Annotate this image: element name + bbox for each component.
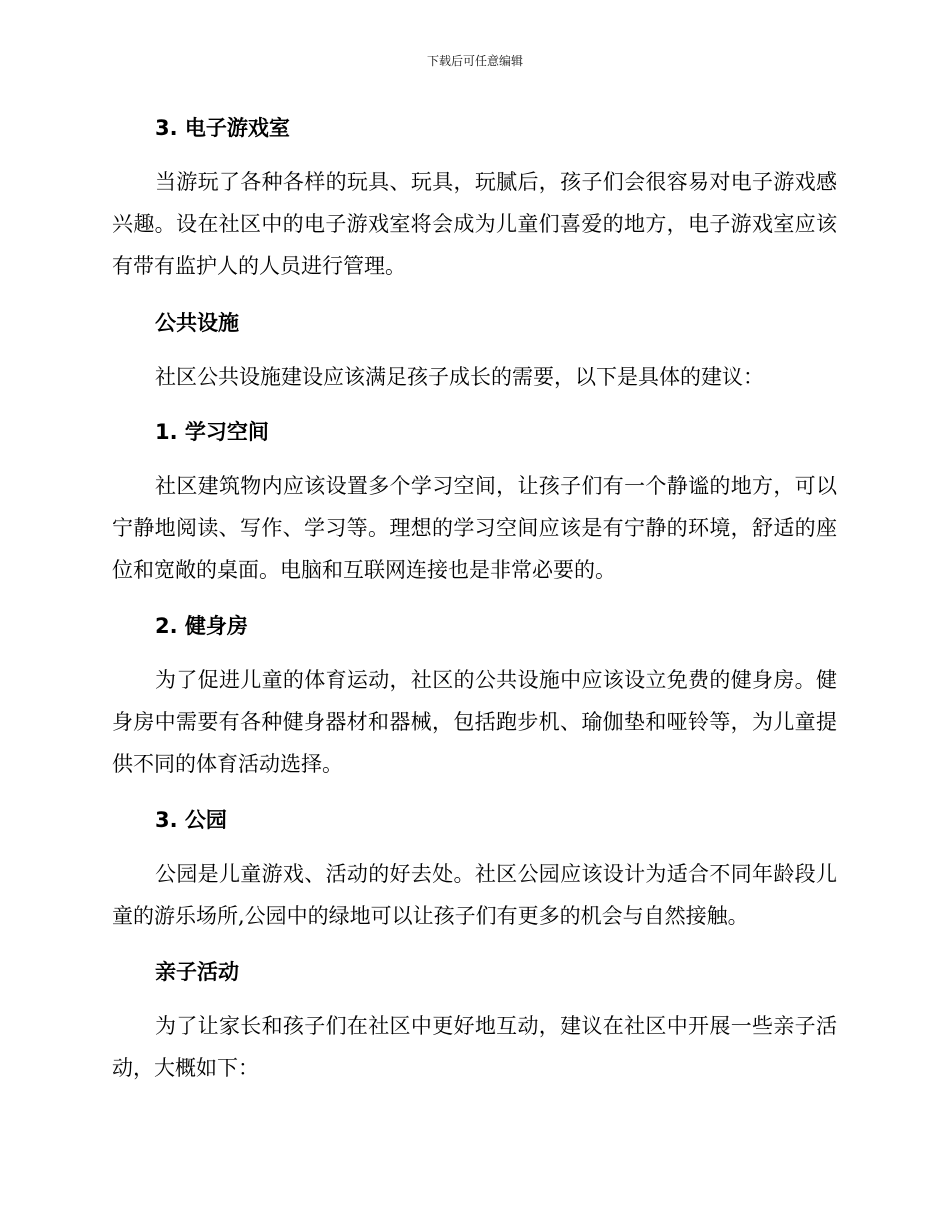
section-heading-family-activities: 亲子活动	[155, 960, 239, 984]
section-heading-park: 3. 公园	[155, 808, 227, 832]
section-heading-gym: 2. 健身房	[155, 614, 248, 638]
section-heading-public-facilities: 公共设施	[155, 311, 239, 335]
section-heading-games: 3. 电子游戏室	[155, 116, 290, 140]
paragraph-games: 当游玩了各种各样的玩具、玩具，玩腻后，孩子们会很容易对电子游戏感兴趣。设在社区中的电子游戏室将会成为儿童们喜爱的地方，电子游戏室应该有带有监护人的人员进行管理。	[112, 170, 837, 278]
paragraph-public-facilities: 社区公共设施建设应该满足孩子成长的需要，以下是具体的建议：	[155, 365, 764, 389]
paragraph-family-activities: 为了让家长和孩子们在社区中更好地互动，建议在社区中开展一些亲子活动，大概如下：	[112, 1014, 837, 1080]
section-heading-study-space: 1. 学习空间	[155, 420, 269, 444]
paragraph-study-space: 社区建筑物内应该设置多个学习空间，让孩子们有一个静谧的地方，可以宁静地阅读、写作、学习等。理想的学习空间应该是有宁静的环境，舒适的座位和宽敞的桌面。电脑和互联网连接也是非常必要的。	[112, 474, 837, 582]
page-header: 下载后可任意编辑	[426, 54, 523, 68]
paragraph-gym: 为了促进儿童的体育运动，社区的公共设施中应该设立免费的健身房。健身房中需要有各种健身器材和器械，包括跑步机、瑜伽垫和哑铃等，为儿童提供不同的体育活动选择。	[112, 668, 837, 776]
paragraph-park: 公园是儿童游戏、活动的好去处。社区公园应该设计为适合不同年龄段儿童的游乐场所,公园中的绿地可以让孩子们有更多的机会与自然接触。	[112, 862, 837, 928]
